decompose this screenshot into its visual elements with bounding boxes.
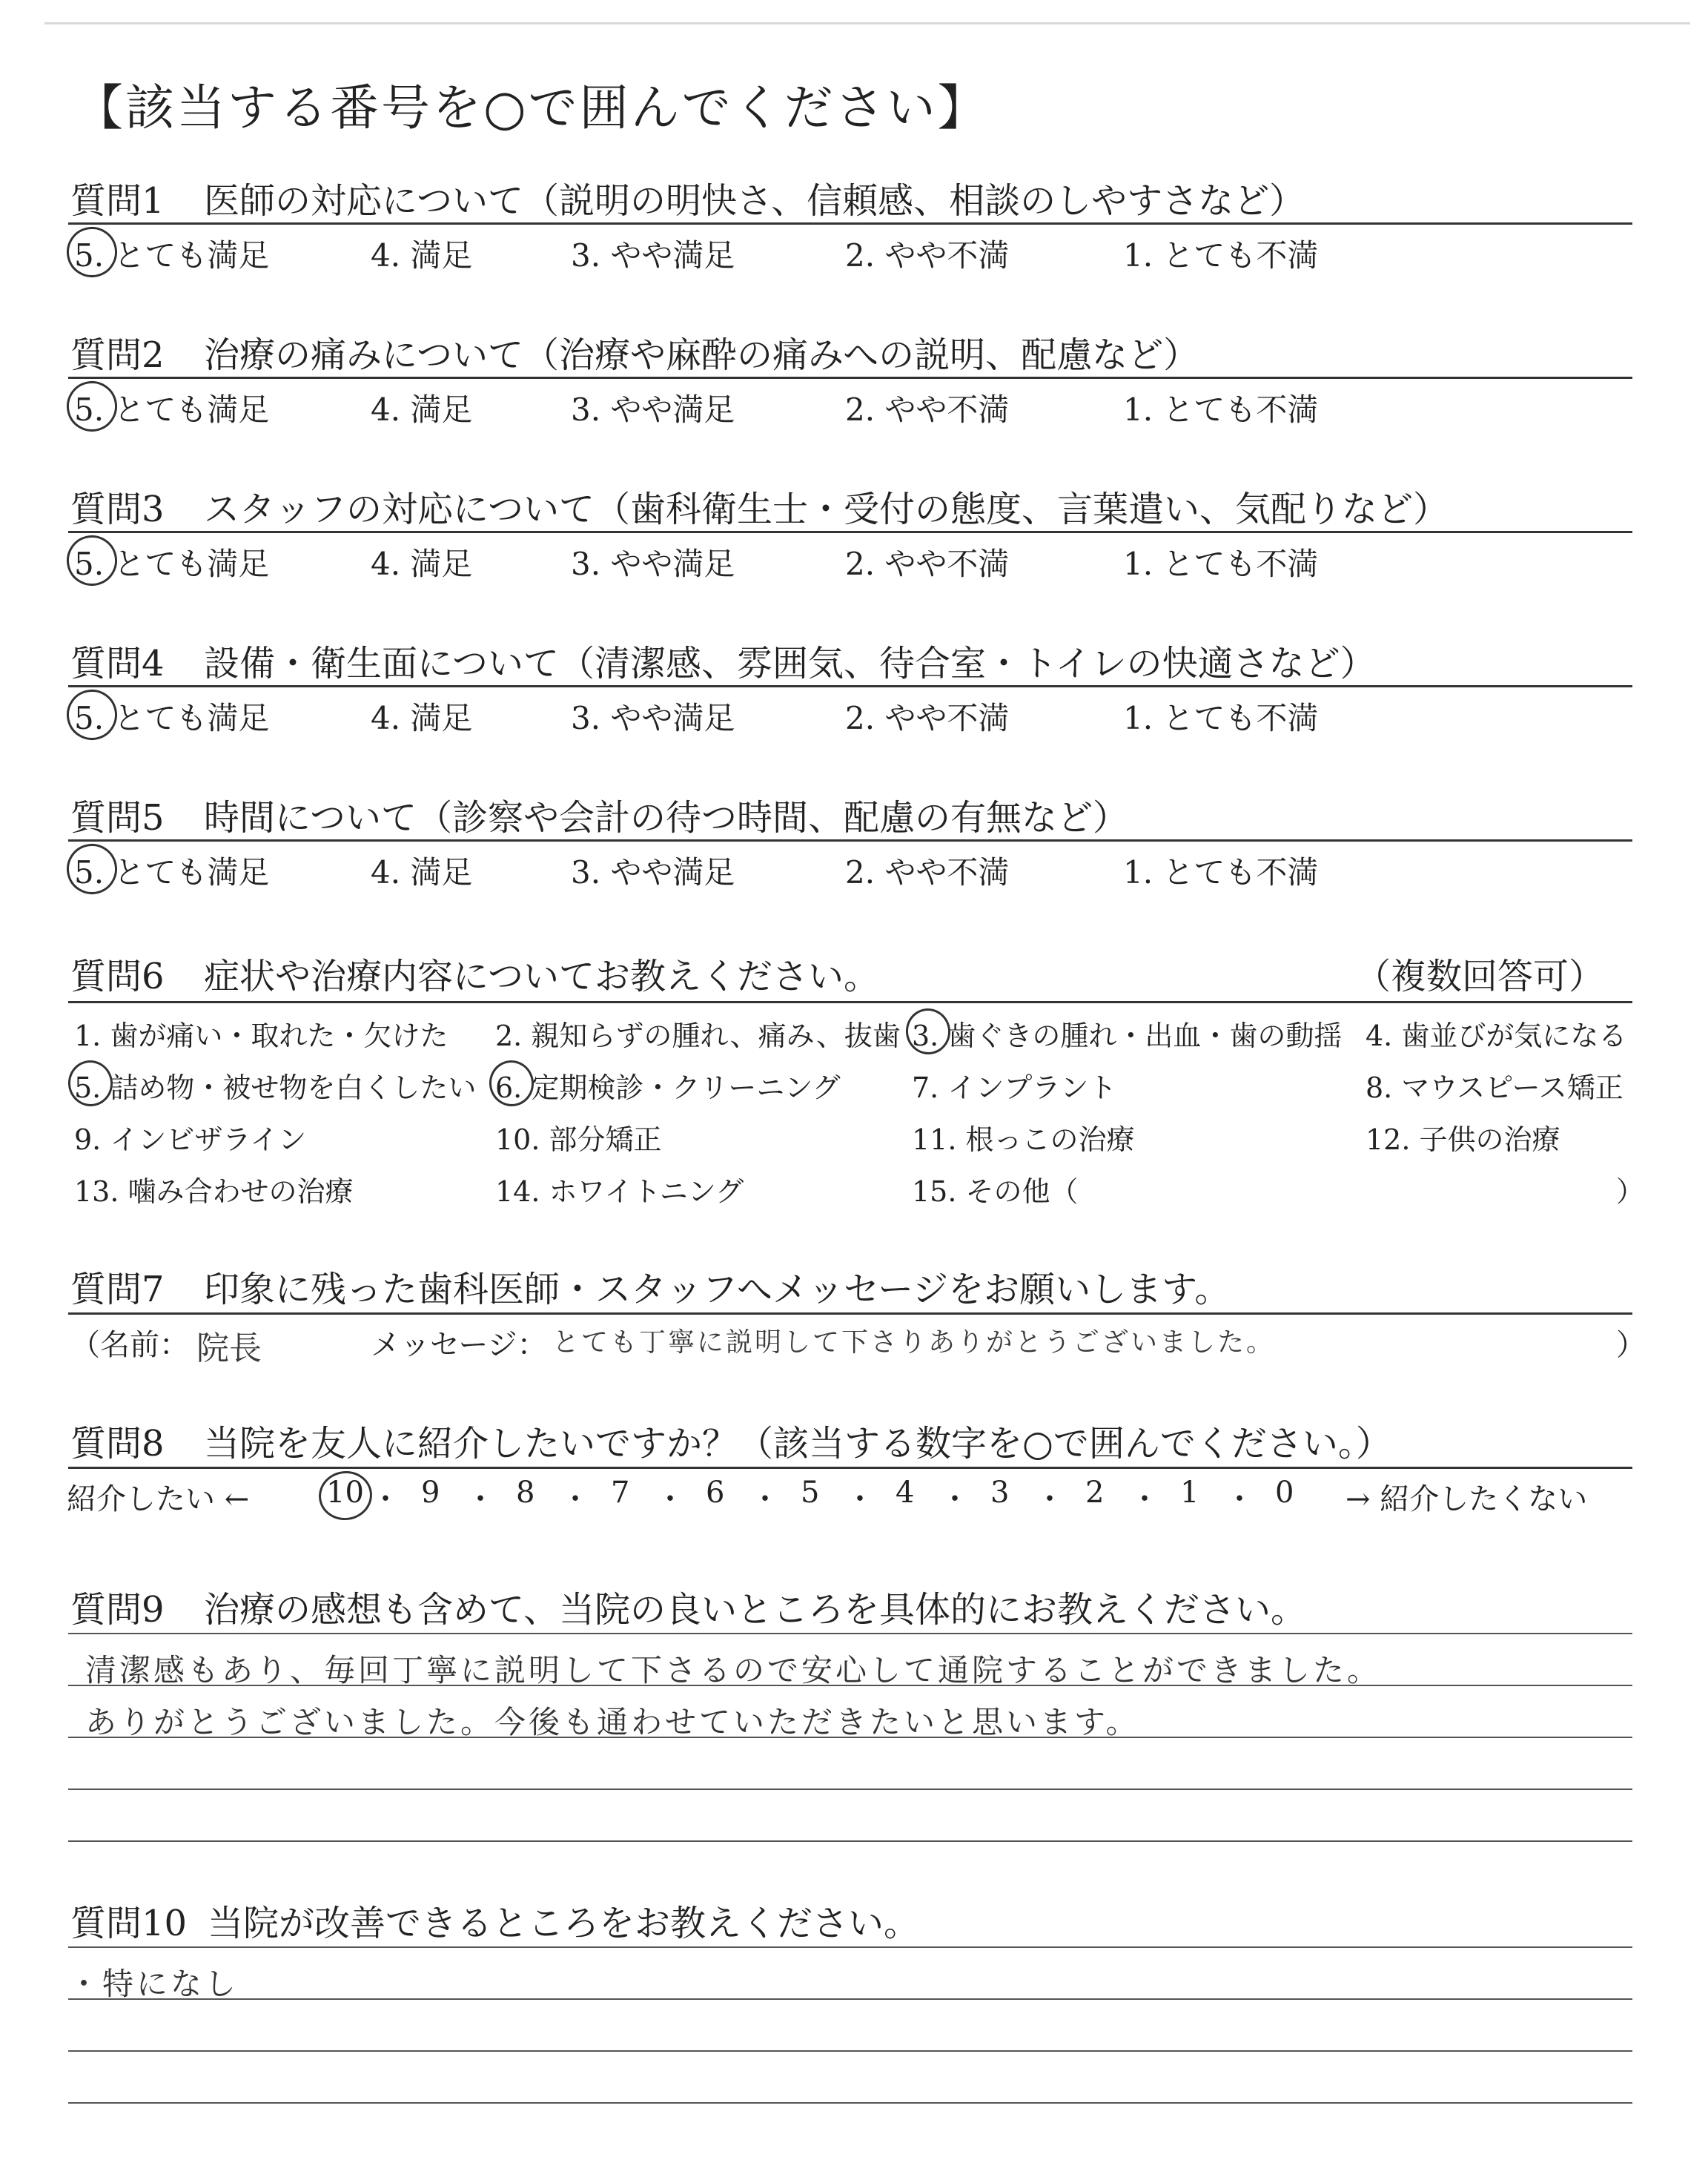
rating-option[interactable]: 3. やや満足 xyxy=(571,237,735,274)
question-3-heading xyxy=(70,480,1449,532)
rating-option[interactable]: 3. やや満足 xyxy=(571,854,735,891)
question-9-heading xyxy=(70,1581,1306,1632)
symptom-option[interactable]: 13. 噛み合わせの治療 xyxy=(74,1175,354,1208)
rating-option[interactable]: 4. 満足 xyxy=(371,854,473,891)
multiple-answer-note: （複数回答可） xyxy=(1354,956,1604,997)
answer-line xyxy=(68,2102,1632,2104)
answer-line xyxy=(68,1998,1632,2000)
rating-option[interactable]: 2. やや不満 xyxy=(845,237,1010,274)
question-underline xyxy=(68,685,1632,687)
question-number: 質問8 xyxy=(70,1423,165,1464)
question-underline xyxy=(68,1312,1632,1315)
question-10-heading xyxy=(70,1895,919,1946)
rating-option[interactable]: 2. やや不満 xyxy=(845,700,1010,736)
rating-option[interactable]: 2. やや不満 xyxy=(845,546,1010,582)
rating-options xyxy=(0,386,1708,430)
rating-option[interactable]: 3. やや満足 xyxy=(571,546,735,582)
question-number: 質問6 xyxy=(70,956,165,997)
rating-options xyxy=(0,848,1708,893)
symptom-option[interactable]: 4. 歯並びが気になる xyxy=(1366,1020,1627,1052)
symptom-option[interactable]: 6. 定期検診・クリーニング xyxy=(495,1071,841,1104)
question-number: 質問5 xyxy=(70,797,165,839)
question-text: 症状や治療内容についてお教えください。 xyxy=(204,956,880,997)
answer-line xyxy=(68,1946,1632,1948)
page-title: 【該当する番号を○で囲んでください】 xyxy=(74,79,989,136)
rating-option[interactable]: 2. やや不満 xyxy=(845,392,1010,428)
symptom-option[interactable]: 15. その他（ xyxy=(912,1175,1079,1208)
scale-value[interactable]: 4 xyxy=(896,1476,915,1510)
scale-value[interactable]: 10 xyxy=(326,1476,364,1510)
answer-line xyxy=(68,1840,1632,1842)
scale-value[interactable]: 2 xyxy=(1085,1476,1105,1510)
question-text: 当院が改善できるところをお教えください。 xyxy=(208,1903,920,1944)
question-text: 治療の感想も含めて、当院の良いところを具体的にお教えください。 xyxy=(204,1589,1307,1631)
rating-option[interactable]: 3. やや満足 xyxy=(571,700,735,736)
scale-separator: ・ xyxy=(750,1482,780,1516)
scale-value[interactable]: 9 xyxy=(421,1476,440,1510)
question-underline xyxy=(68,839,1632,842)
scale-value[interactable]: 1 xyxy=(1180,1476,1199,1510)
question-5-heading xyxy=(70,789,1128,840)
scale-right-label: → 紹介したくない xyxy=(1345,1482,1588,1516)
rating-option[interactable]: 4. 満足 xyxy=(371,700,473,736)
question-underline xyxy=(68,1001,1632,1003)
scale-separator: ・ xyxy=(1225,1482,1254,1516)
question-8-heading xyxy=(70,1415,1391,1466)
scale-value[interactable]: 0 xyxy=(1275,1476,1294,1510)
question-number: 質問10 xyxy=(70,1903,188,1944)
rating-option[interactable]: 3. やや満足 xyxy=(571,392,735,428)
scale-separator: ・ xyxy=(560,1482,590,1516)
scale-value[interactable]: 5 xyxy=(801,1476,820,1510)
scan-edge-line xyxy=(44,22,1690,24)
rating-option[interactable]: 1. とても不満 xyxy=(1123,546,1319,582)
symptom-option[interactable]: 2. 親知らずの腫れ、痛み、抜歯 xyxy=(495,1020,901,1052)
rating-options xyxy=(0,231,1708,276)
scale-separator: ・ xyxy=(655,1482,685,1516)
rating-option[interactable]: 2. やや不満 xyxy=(845,854,1010,891)
scale-value[interactable]: 3 xyxy=(990,1476,1010,1510)
symptom-option[interactable]: 12. 子供の治療 xyxy=(1366,1123,1560,1156)
question-7-heading xyxy=(70,1261,1230,1312)
rating-option[interactable]: 5. とても満足 xyxy=(74,854,270,891)
answer-line xyxy=(68,2050,1632,2052)
rating-option[interactable]: 4. 満足 xyxy=(371,546,473,582)
symptom-option[interactable]: 5. 詰め物・被せ物を白くしたい xyxy=(74,1071,477,1104)
answer-line xyxy=(68,1633,1632,1634)
question-underline xyxy=(68,377,1632,379)
handwritten-answer-line-1[interactable]: 清潔感もあり、毎回丁寧に説明して下さるので安心して通院することができました。 xyxy=(85,1652,1382,1688)
question-2-heading xyxy=(70,326,1199,377)
rating-option[interactable]: 1. とても不満 xyxy=(1123,237,1319,274)
handwritten-answer-line-1[interactable]: ・特になし xyxy=(68,1966,239,2002)
rating-option[interactable]: 4. 満足 xyxy=(371,392,473,428)
scale-value[interactable]: 7 xyxy=(611,1476,630,1510)
question-number: 質問1 xyxy=(70,180,165,222)
question-text: 医師の対応について（説明の明快さ、信頼感、相談のしやすさなど） xyxy=(204,180,1305,222)
rating-options xyxy=(0,540,1708,584)
name-value[interactable]: 院長 xyxy=(196,1330,262,1367)
scale-value[interactable]: 6 xyxy=(706,1476,725,1510)
question-text: スタッフの対応について（歯科衛生士・受付の態度、言葉遣い、気配りなど） xyxy=(204,489,1449,530)
rating-option[interactable]: 4. 満足 xyxy=(371,237,473,274)
question-number: 質問3 xyxy=(70,489,165,530)
symptom-option[interactable]: 10. 部分矯正 xyxy=(495,1123,662,1156)
rating-option[interactable]: 5. とても満足 xyxy=(74,700,270,736)
symptom-option[interactable]: 3. 歯ぐきの腫れ・出血・歯の動揺 xyxy=(912,1020,1343,1052)
question-text: 設備・衛生面について（清潔感、雰囲気、待合室・トイレの快適さなど） xyxy=(204,643,1376,684)
question-4-heading xyxy=(70,635,1376,686)
handdrawn-selection-circle xyxy=(316,1467,375,1523)
question-text: 当院を友人に紹介したいですか？（該当する数字を○で囲んでください。） xyxy=(204,1423,1391,1464)
question-text: 時間について（診察や会計の待つ時間、配慮の有無など） xyxy=(204,797,1129,839)
other-close-paren: ） xyxy=(1616,1175,1645,1208)
question-number: 質問2 xyxy=(70,334,165,376)
rating-option[interactable]: 1. とても不満 xyxy=(1123,700,1319,736)
scale-separator: ・ xyxy=(1035,1482,1065,1516)
rating-option[interactable]: 5. とても満足 xyxy=(74,237,270,274)
question-1-heading xyxy=(70,172,1305,223)
rating-option[interactable]: 1. とても不満 xyxy=(1123,854,1319,891)
question-number: 質問7 xyxy=(70,1269,165,1310)
scale-separator: ・ xyxy=(1130,1482,1159,1516)
symptom-option[interactable]: 9. インビザライン xyxy=(74,1123,307,1156)
rating-option[interactable]: 1. とても不満 xyxy=(1123,392,1319,428)
question-number: 質問4 xyxy=(70,643,165,684)
handwritten-answer-line-2[interactable]: ありがとうございました。今後も通わせていただきたいと思います。 xyxy=(85,1704,1140,1740)
question-underline xyxy=(68,531,1632,533)
symptom-option[interactable]: 7. インプラント xyxy=(912,1071,1117,1104)
rating-option[interactable]: 5. とても満足 xyxy=(74,392,270,428)
close-paren: ） xyxy=(1616,1328,1646,1362)
question-underline xyxy=(68,1467,1632,1469)
answer-line xyxy=(68,1789,1632,1790)
rating-options xyxy=(0,694,1708,739)
scale-separator: ・ xyxy=(466,1482,495,1516)
rating-option[interactable]: 5. とても満足 xyxy=(74,546,270,582)
scale-left-label: 紹介したい ← xyxy=(67,1482,250,1516)
symptom-option[interactable]: 8. マウスピース矯正 xyxy=(1366,1071,1623,1104)
message-label: メッセージ： xyxy=(371,1328,547,1362)
question-number: 質問9 xyxy=(70,1589,165,1631)
question-text: 治療の痛みについて（治療や麻酔の痛みへの説明、配慮など） xyxy=(204,334,1199,376)
question-underline xyxy=(68,222,1632,225)
scale-value[interactable]: 8 xyxy=(516,1476,535,1510)
symptom-option[interactable]: 14. ホワイトニング xyxy=(495,1175,744,1208)
symptom-option[interactable]: 11. 根っこの治療 xyxy=(912,1123,1135,1156)
symptom-option[interactable]: 1. 歯が痛い・取れた・欠けた xyxy=(74,1020,448,1052)
question-text: 印象に残った歯科医師・スタッフへメッセージをお願いします。 xyxy=(204,1269,1231,1310)
scale-separator: ・ xyxy=(371,1482,400,1516)
scale-separator: ・ xyxy=(940,1482,970,1516)
name-label: （名前： xyxy=(70,1328,189,1362)
scale-separator: ・ xyxy=(845,1482,875,1516)
question-6-heading xyxy=(70,948,879,999)
message-value[interactable]: とても丁寧に説明して下さりありがとうございました。 xyxy=(552,1327,1276,1358)
